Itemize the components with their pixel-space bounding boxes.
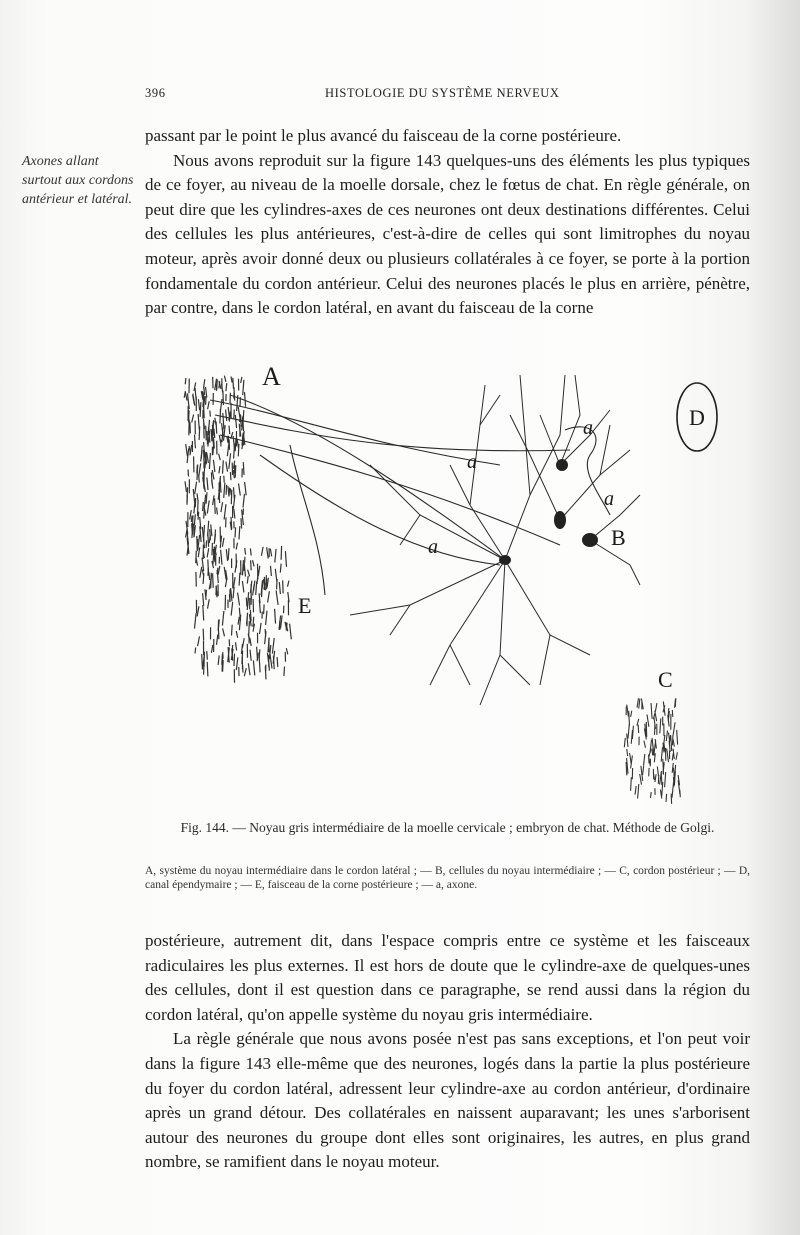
hatch-stroke <box>268 591 270 602</box>
hatch-stroke <box>638 784 639 799</box>
hatch-stroke <box>672 782 674 798</box>
hatch-stroke <box>233 495 235 509</box>
hatch-stroke <box>231 377 232 383</box>
hatch-stroke <box>290 624 292 640</box>
hatch-stroke <box>229 453 231 469</box>
hatch-stroke <box>235 527 236 537</box>
hatch-stroke <box>244 563 245 571</box>
hatch-stroke <box>209 572 210 580</box>
hatch-stroke <box>239 484 241 496</box>
hatch-stroke <box>191 516 192 522</box>
hatch-stroke <box>228 548 229 560</box>
hatch-stroke <box>629 711 630 726</box>
hatch-stroke <box>275 549 276 563</box>
hatch-stroke <box>235 438 236 451</box>
hatch-stroke <box>246 598 247 607</box>
hatch-stroke <box>243 462 244 475</box>
hatch-stroke <box>204 388 205 395</box>
hatch-stroke <box>209 453 210 469</box>
hatch-stroke <box>197 465 198 481</box>
paragraph: postérieure, autrement dit, dans l'espace compris entre ce système et les faisceaux radiculaires les plus externes. Il est hors de doute que le cylindre-axe de quelques-unes des cellules, dont il est question dans ce paragraphe, se rend aussi dans la région du cordon latéral, qu'on appelle système du noyau gris intermédiaire. <box>145 931 750 1024</box>
hatch-stroke <box>256 582 257 596</box>
hatch-stroke <box>635 786 636 795</box>
hatch-stroke <box>639 699 640 709</box>
hatch-stroke <box>190 445 192 455</box>
hatch-stroke <box>224 504 226 519</box>
hatch-stroke <box>198 399 199 410</box>
label-a: a <box>604 488 614 510</box>
hatch-stroke <box>206 492 207 504</box>
hatch-stroke <box>193 489 194 502</box>
hatch-stroke <box>248 663 250 675</box>
hatch-stroke <box>667 749 669 762</box>
hatch-stroke <box>207 453 209 463</box>
hatch-stroke <box>238 617 239 625</box>
hatch-stroke <box>665 772 666 787</box>
hatch-stroke <box>680 790 681 798</box>
hatch-stroke <box>197 536 198 551</box>
hatch-stroke <box>232 625 233 636</box>
hatch-stroke <box>262 584 263 597</box>
hatch-stroke <box>226 383 227 391</box>
hatch-stroke <box>213 573 214 588</box>
hatch-stroke <box>219 619 220 627</box>
hatch-stroke <box>186 444 188 456</box>
hatch-stroke <box>243 638 245 647</box>
hatch-stroke <box>218 566 220 575</box>
hatch-stroke <box>192 415 194 423</box>
hatch-stroke <box>223 460 224 473</box>
hatch-stroke <box>627 705 629 717</box>
hatch-stroke <box>280 564 281 573</box>
hatch-stroke <box>643 766 644 775</box>
hatch-stroke <box>265 666 266 679</box>
hatch-stroke <box>247 598 248 610</box>
hatch-stroke <box>666 794 667 802</box>
hatch-stroke <box>208 521 209 537</box>
hatch-stroke <box>660 718 661 733</box>
hatch-stroke <box>202 558 204 572</box>
hatch-stroke <box>270 549 271 557</box>
hatch-stroke <box>224 483 225 498</box>
hatch-stroke <box>204 450 205 465</box>
hatch-stroke <box>234 654 235 666</box>
hatch-stroke <box>661 772 662 785</box>
hatch-stroke <box>220 478 221 493</box>
hatch-stroke <box>251 560 252 570</box>
hatch-stroke <box>281 546 282 560</box>
hatch-stroke <box>233 587 234 598</box>
hatch-stroke <box>279 582 280 594</box>
hatch-stroke <box>235 465 236 477</box>
hatch-stroke <box>259 657 260 672</box>
hatch-stroke <box>226 549 227 561</box>
text-block-top <box>145 124 750 321</box>
hatch-stroke <box>284 667 285 676</box>
cell-bodies <box>499 459 598 565</box>
hatch-stroke <box>222 611 224 626</box>
hatch-stroke <box>245 392 246 407</box>
hatch-stroke <box>655 711 657 722</box>
label-B: B <box>611 525 626 550</box>
hatch-stroke <box>198 636 200 646</box>
hatch-stroke <box>236 642 237 650</box>
hatch-stroke <box>221 502 223 512</box>
hatch-stroke <box>228 407 229 417</box>
hatch-stroke <box>241 518 242 528</box>
hatch-stroke <box>211 524 212 536</box>
hatch-stroke <box>232 645 233 654</box>
hatch-stroke <box>211 472 212 484</box>
hatch-stroke <box>217 508 218 515</box>
hatch-stroke <box>206 540 207 547</box>
hatch-stroke <box>247 576 248 584</box>
hatch-stroke <box>650 740 652 754</box>
hatch-stroke <box>185 481 186 492</box>
hatch-stroke <box>627 749 628 756</box>
hatch-stroke <box>204 379 205 389</box>
hatch-stroke <box>195 647 196 653</box>
paragraph: Nous avons reproduit sur la figure 143 quelques-uns des éléments les plus typiques de ce foyer, au niveau de la moelle dorsale, chez le fœtus de chat. En règle générale, on peut dire que les cylindres-axes de ces neurones ont deux destinations différentes. Celui des cellules les plus antérieures, c'est-à-dire de celles qui sont limitrophes du noyau moteur, après avoir donné deux ou plusieurs collatérales à ce foyer, se porte à la portion fondamentale du cordon antérieur. Celui des neurones placés le plus en arrière, pénètre, par contre, dans le cordon latéral, en avant du faisceau de la corne <box>145 150 750 318</box>
hatch-stroke <box>234 410 235 419</box>
hatch-stroke <box>275 569 277 582</box>
hatch-stroke <box>261 547 263 556</box>
hatch-stroke <box>228 486 229 496</box>
hatch-stroke <box>226 410 227 421</box>
hatch-stroke <box>188 469 189 476</box>
hatch-stroke <box>653 745 654 756</box>
hatch-stroke <box>204 525 205 539</box>
label-a: a <box>428 536 438 558</box>
hatch-stroke <box>260 623 262 634</box>
hatch-stroke <box>221 550 222 565</box>
hatch-stroke <box>196 558 198 566</box>
hatch-stroke <box>250 650 251 661</box>
figure-144 <box>170 355 740 810</box>
hatch-stroke <box>253 560 255 566</box>
hatch-stroke <box>677 730 678 745</box>
hatch-stroke <box>201 450 203 461</box>
figure-caption-legend: A, système du noyau intermédiaire dans le cordon latéral ; — B, cellules du noyau intermédiaire ; — C, cordon postérieur ; — D, canal épendymaire ; — E, faisceau de la corne postérieure ; — a, axone. <box>145 865 750 891</box>
hatch-stroke <box>198 500 199 516</box>
hatch-stroke <box>640 774 642 785</box>
hatch-stroke <box>206 387 207 398</box>
hatch-stroke <box>265 631 266 644</box>
paragraph: La règle générale que nous avons posée n'est pas sans exceptions, et l'on peut voir dans la figure 143 elle-même que des neurones, logés dans la partie la plus postérieure du foyer du cordon latéral, adressent leur cylindre-axe au cordon antérieur, d'ordinaire après un grand détour. Des collatérales en naissent auparavant; les unes s'arborisent autour des neurones du groupe dont elles sont originaires, les autres, en plus grand nombre, se ramifient dans le noyau moteur. <box>145 1029 750 1172</box>
hatch-stroke <box>243 410 244 426</box>
hatch-stroke <box>244 668 246 676</box>
hatch-stroke <box>203 593 204 606</box>
label-D: D <box>689 405 705 430</box>
hatch-stroke <box>226 462 228 472</box>
hatch-stroke <box>673 739 674 746</box>
hatch-stroke <box>224 376 226 382</box>
hatch-stroke <box>195 435 196 449</box>
hatch-stroke <box>672 710 673 717</box>
hatch-stroke <box>630 753 632 764</box>
hatch-stroke <box>243 560 244 575</box>
hatch-stroke <box>631 711 632 717</box>
hatch-stroke <box>285 551 286 567</box>
figure-caption-title: Fig. 144. — Noyau gris intermédiaire de la moelle cervicale ; embryon de chat. Méthode de Golgi. <box>180 820 715 835</box>
hatch-stroke <box>223 628 225 636</box>
hatch-stroke <box>272 638 274 654</box>
neuron-illustration <box>170 355 740 810</box>
hatch-stroke <box>234 509 235 519</box>
hatch-stroke <box>215 498 216 514</box>
hatch-stroke <box>185 391 187 400</box>
hatch-stroke <box>200 402 201 417</box>
hatch-stroke <box>672 753 673 760</box>
hatch-stroke <box>673 768 674 774</box>
hatch-stroke <box>198 414 199 430</box>
hatch-stroke <box>631 777 632 791</box>
hatch-stroke <box>222 538 224 547</box>
hatch-stroke <box>267 547 269 558</box>
fiber-bundle-hatching <box>184 376 291 683</box>
posterior-cord-hatching <box>624 698 680 804</box>
hatch-stroke <box>257 647 258 660</box>
hatch-stroke <box>286 648 288 654</box>
hatch-stroke <box>236 543 237 550</box>
hatch-stroke <box>233 577 235 588</box>
hatch-stroke <box>631 730 632 744</box>
hatch-stroke <box>254 581 255 591</box>
hatch-stroke <box>264 604 265 614</box>
hatch-stroke <box>238 407 240 418</box>
hatch-stroke <box>655 774 656 782</box>
hatch-stroke <box>241 377 242 383</box>
hatch-stroke <box>258 566 260 576</box>
hatch-stroke <box>276 590 278 605</box>
hatch-stroke <box>207 548 209 557</box>
hatch-stroke <box>238 593 240 606</box>
hatch-stroke <box>245 548 246 555</box>
hatch-stroke <box>242 581 244 592</box>
running-title: HISTOLOGIE DU SYSTÈME NERVEUX <box>325 86 560 100</box>
hatch-stroke <box>194 514 195 525</box>
hatch-stroke <box>203 502 204 511</box>
hatch-stroke <box>195 482 197 494</box>
hatch-stroke <box>207 501 209 514</box>
hatch-stroke <box>231 588 232 601</box>
hatch-stroke <box>239 526 240 539</box>
hatch-stroke <box>219 466 220 473</box>
hatch-stroke <box>219 454 221 460</box>
hatch-stroke <box>644 754 645 765</box>
hatch-stroke <box>218 655 219 665</box>
hatch-stroke <box>644 741 646 748</box>
hatch-stroke <box>655 703 657 711</box>
hatch-stroke <box>277 657 278 667</box>
paragraph: passant par le point le plus avancé du faisceau de la corne postérieure. <box>145 126 622 145</box>
hatch-stroke <box>658 775 659 784</box>
hatch-stroke <box>208 401 210 409</box>
hatch-stroke <box>652 749 653 756</box>
hatch-stroke <box>248 570 250 577</box>
hatch-stroke <box>223 413 224 429</box>
axon-fibers <box>210 395 610 595</box>
label-C: C <box>658 667 673 692</box>
hatch-stroke <box>204 495 205 507</box>
label-E: E <box>298 593 312 618</box>
hatch-stroke <box>213 460 215 472</box>
hatch-stroke <box>200 567 202 578</box>
hatch-stroke <box>250 638 251 646</box>
hatch-stroke <box>651 703 652 719</box>
hatch-stroke <box>243 494 245 508</box>
hatch-stroke <box>676 752 677 760</box>
hatch-stroke <box>207 662 208 677</box>
hatch-stroke <box>208 599 210 608</box>
hatch-stroke <box>243 380 244 395</box>
hatch-stroke <box>236 657 238 670</box>
hatch-stroke <box>666 731 667 742</box>
running-header <box>145 86 750 104</box>
hatch-stroke <box>267 578 268 588</box>
label-a: a <box>583 417 593 439</box>
hatch-stroke <box>229 426 230 435</box>
hatch-stroke <box>651 792 652 798</box>
hatch-stroke <box>288 581 289 587</box>
hatch-stroke <box>211 645 212 653</box>
hatch-stroke <box>199 463 201 476</box>
hatch-stroke <box>243 509 244 515</box>
hatch-stroke <box>185 378 186 384</box>
hatch-stroke <box>214 429 215 438</box>
hatch-stroke <box>628 724 629 739</box>
hatch-stroke <box>266 611 267 625</box>
hatch-stroke <box>210 411 211 417</box>
hatch-stroke <box>195 613 197 629</box>
page-number: 396 <box>145 86 166 100</box>
hatch-stroke <box>197 606 199 616</box>
hatch-stroke <box>647 715 649 727</box>
hatch-stroke <box>199 475 200 483</box>
hatch-stroke <box>235 415 236 428</box>
hatch-stroke <box>222 654 223 665</box>
hatch-stroke <box>190 510 192 519</box>
hatch-stroke <box>271 566 272 576</box>
hatch-stroke <box>208 560 209 574</box>
hatch-stroke <box>212 470 214 480</box>
margin-note: Axones allant surtout aux cordons antérieur et latéral. <box>22 154 134 207</box>
hatch-stroke <box>231 602 233 616</box>
hatch-stroke <box>217 635 218 645</box>
hatch-stroke <box>226 485 227 495</box>
hatch-stroke <box>249 621 250 637</box>
hatch-stroke <box>638 725 639 733</box>
hatch-stroke <box>213 495 215 505</box>
hatch-stroke <box>637 698 639 707</box>
hatch-stroke <box>210 529 211 540</box>
hatch-stroke <box>215 418 216 426</box>
hatch-stroke <box>206 396 207 405</box>
hatch-stroke <box>197 493 198 500</box>
hatch-stroke <box>245 482 247 495</box>
hatch-stroke <box>230 472 231 480</box>
hatch-stroke <box>270 654 272 668</box>
label-a: a <box>467 451 477 473</box>
hatch-stroke <box>203 605 204 621</box>
hatch-stroke <box>275 609 276 624</box>
hatch-stroke <box>233 378 234 389</box>
hatch-stroke <box>222 423 224 436</box>
hatch-stroke <box>230 488 231 495</box>
hatch-stroke <box>673 722 675 734</box>
hatch-stroke <box>217 379 218 389</box>
label-A: A <box>262 362 281 391</box>
hatch-stroke <box>206 426 207 441</box>
hatch-stroke <box>211 573 212 589</box>
hatch-stroke <box>624 738 625 747</box>
hatch-stroke <box>206 590 207 597</box>
hatch-stroke <box>657 767 658 776</box>
hatch-stroke <box>653 713 655 719</box>
hatch-stroke <box>273 656 274 670</box>
text-block-bottom <box>145 929 750 1175</box>
hatch-stroke <box>239 573 240 586</box>
hatch-stroke <box>671 736 672 752</box>
hatch-stroke <box>207 478 208 491</box>
hatch-stroke <box>207 651 208 659</box>
hatch-stroke <box>250 548 251 555</box>
hatch-stroke <box>253 660 254 675</box>
hatch-stroke <box>236 631 238 638</box>
